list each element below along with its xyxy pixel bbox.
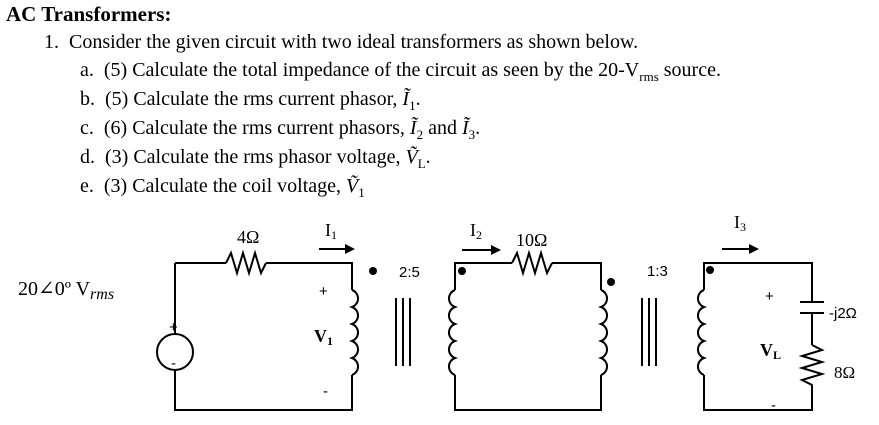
phasor-variable: Ĩ bbox=[461, 117, 469, 139]
part-subscript: rms bbox=[639, 69, 659, 84]
part-text-end: . bbox=[475, 117, 481, 139]
arrowhead bbox=[345, 244, 355, 254]
wire bbox=[455, 263, 512, 290]
wire bbox=[266, 263, 352, 290]
arrowhead bbox=[749, 244, 759, 254]
transformer1-secondary-coil bbox=[449, 290, 455, 375]
resistor-4-ohm-symbol bbox=[226, 253, 266, 273]
phasor-variable: Ṽ bbox=[405, 146, 418, 168]
transformer2-secondary-coil bbox=[698, 290, 704, 375]
wire bbox=[552, 263, 601, 290]
source-minus-sign: - bbox=[171, 355, 176, 372]
part-text: (3) Calculate the rms phasor voltage, bbox=[105, 146, 406, 168]
phasor-subscript: 1 bbox=[409, 98, 416, 113]
wire bbox=[455, 375, 601, 410]
resistor-8-ohm-label: 8Ω bbox=[834, 363, 856, 382]
part-text: (5) Calculate the total impedance of the circuit as seen by the 20-V bbox=[103, 59, 640, 81]
part-text-end: . bbox=[415, 88, 421, 110]
current-i2-label: I2 bbox=[470, 220, 482, 242]
phasor-subscript: 3 bbox=[468, 127, 476, 142]
resistor-10-ohm-symbol bbox=[512, 253, 552, 273]
question-text: Consider the given circuit with two ideal transformers as shown below. bbox=[69, 31, 639, 53]
transformer2-ratio: 1:3 bbox=[647, 263, 668, 280]
polarity-dot bbox=[369, 267, 377, 275]
part-text-end: source. bbox=[658, 59, 721, 81]
section-heading: AC Transformers: bbox=[6, 2, 172, 26]
phasor-variable: Ĩ bbox=[402, 88, 410, 110]
transformer1-primary-coil bbox=[352, 290, 358, 375]
wire bbox=[704, 375, 812, 410]
v1-plus-sign: + bbox=[319, 283, 328, 300]
part-text: (5) Calculate the rms current phasor, bbox=[105, 88, 403, 110]
phasor-subscript: L bbox=[417, 156, 426, 171]
part-letter: b. bbox=[80, 88, 95, 110]
resistor-8-ohm-symbol bbox=[802, 345, 822, 396]
phasor-subscript: 1 bbox=[358, 185, 365, 200]
polarity-dot bbox=[607, 278, 615, 286]
vl-minus-sign: - bbox=[771, 397, 776, 414]
transformer1-ratio: 2:5 bbox=[399, 264, 420, 281]
question-number: 1. bbox=[44, 31, 59, 53]
resistor-4-ohm-label: 4Ω bbox=[237, 227, 260, 247]
part-letter: e. bbox=[80, 175, 94, 197]
polarity-dot bbox=[706, 266, 714, 274]
arrowhead bbox=[491, 245, 501, 255]
v1-label: V1 bbox=[314, 326, 333, 348]
transformer2-core bbox=[642, 298, 656, 366]
resistor-10-ohm-label: 10Ω bbox=[516, 230, 548, 250]
part-letter: c. bbox=[80, 117, 94, 139]
current-i1-label: I1 bbox=[325, 220, 337, 242]
part-letter: d. bbox=[80, 146, 95, 168]
phasor-subscript: 2 bbox=[416, 127, 424, 142]
transformer1-core bbox=[396, 298, 410, 366]
source-label: 20∠0º $V_{rms}$ bbox=[18, 278, 115, 303]
vl-plus-sign: + bbox=[765, 288, 774, 305]
part-text-mid: and bbox=[423, 117, 462, 139]
polarity-dot bbox=[458, 267, 466, 275]
v1-minus-sign: - bbox=[323, 383, 328, 400]
part-letter: a. bbox=[80, 59, 94, 81]
wire bbox=[704, 263, 812, 302]
vl-label: VL bbox=[760, 340, 782, 362]
capacitor-label: -j2Ω bbox=[829, 305, 857, 322]
phasor-variable: Ṽ bbox=[346, 175, 359, 197]
current-i3-label: I3 bbox=[734, 212, 746, 234]
capacitor-symbol bbox=[800, 302, 824, 313]
transformer2-primary-coil bbox=[601, 290, 607, 375]
part-text-end: . bbox=[425, 146, 431, 168]
source-plus-sign: + bbox=[169, 319, 178, 336]
part-text: (3) Calculate the coil voltage, bbox=[103, 175, 347, 197]
part-text: (6) Calculate the rms current phasors, bbox=[103, 117, 410, 139]
phasor-variable: Ĩ bbox=[409, 117, 417, 139]
